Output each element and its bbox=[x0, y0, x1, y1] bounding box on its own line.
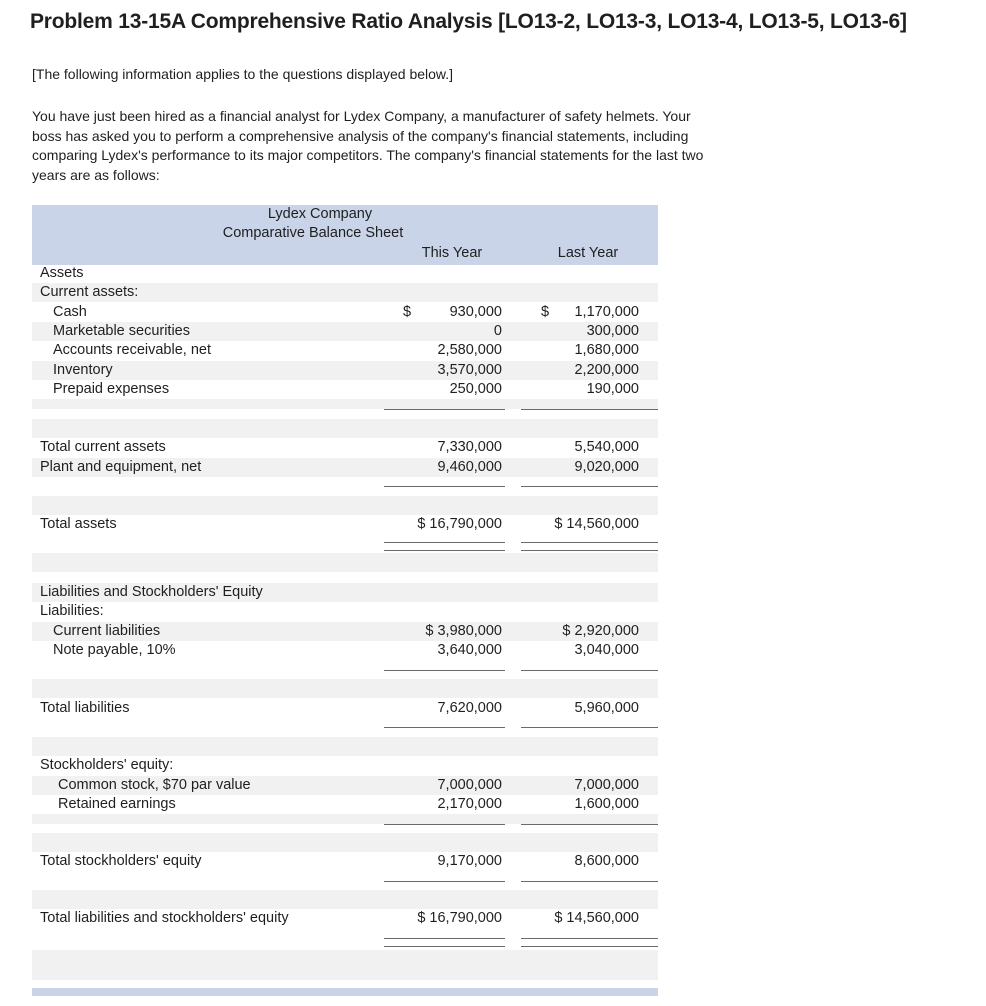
table-row bbox=[32, 795, 658, 814]
underline-rule bbox=[521, 670, 658, 671]
table-row bbox=[32, 776, 658, 795]
table-row bbox=[32, 303, 658, 322]
balance-sheet-table bbox=[32, 205, 658, 995]
value-this-year: 2,170,000 bbox=[437, 796, 502, 812]
spacer-row bbox=[32, 496, 658, 515]
table-row bbox=[32, 361, 658, 380]
row-label: Retained earnings bbox=[58, 796, 176, 812]
row-label: Inventory bbox=[53, 362, 113, 378]
double-rule bbox=[521, 550, 658, 551]
underline-rule bbox=[521, 881, 658, 882]
value-last-year: 2,200,000 bbox=[574, 362, 639, 378]
table-header bbox=[32, 205, 658, 265]
row-label: Total current assets bbox=[40, 439, 166, 455]
double-rule bbox=[521, 938, 658, 939]
value-last-year: 5,960,000 bbox=[574, 700, 639, 716]
underline-rule bbox=[384, 409, 505, 410]
row-label: Current liabilities bbox=[53, 623, 161, 639]
value-this-year: $ 16,790,000 bbox=[417, 516, 502, 532]
row-label: Total assets bbox=[40, 516, 117, 532]
section-heading-row bbox=[32, 283, 658, 302]
table-row bbox=[32, 699, 658, 718]
row-label: Prepaid expenses bbox=[53, 381, 170, 397]
value-this-year: 3,640,000 bbox=[437, 642, 502, 658]
double-rule bbox=[384, 938, 505, 939]
table-row bbox=[32, 380, 658, 399]
value-last-year: $ 2,920,000 bbox=[562, 623, 639, 639]
underline-rule bbox=[521, 409, 658, 410]
value-this-year: 7,330,000 bbox=[437, 439, 502, 455]
row-label: Note payable, 10% bbox=[53, 642, 176, 658]
underline-rule bbox=[521, 727, 658, 728]
double-rule bbox=[384, 946, 505, 947]
row-label: Cash bbox=[53, 304, 87, 320]
underline-rule bbox=[521, 824, 658, 825]
value-last-year: $ 14,560,000 bbox=[554, 910, 639, 926]
spacer-row bbox=[32, 950, 658, 980]
value-last-year: 190,000 bbox=[586, 381, 639, 397]
row-label: Common stock, $70 par value bbox=[58, 777, 251, 793]
section-heading-row bbox=[32, 602, 658, 621]
underline-rule bbox=[384, 881, 505, 882]
value-this-year: 7,620,000 bbox=[437, 700, 502, 716]
value-this-year: 250,000 bbox=[449, 381, 502, 397]
equity-heading: Stockholders' equity: bbox=[40, 757, 174, 773]
value-last-year: 1,170,000 bbox=[574, 304, 639, 320]
column-header-last-year: Last Year bbox=[557, 245, 619, 261]
value-this-year: 9,170,000 bbox=[437, 853, 502, 869]
statement-title: Comparative Balance Sheet bbox=[222, 225, 404, 241]
spacer-row bbox=[32, 737, 658, 756]
row-label: Total stockholders' equity bbox=[40, 853, 202, 869]
section-heading-row bbox=[32, 756, 658, 775]
value-last-year: 5,540,000 bbox=[574, 439, 639, 455]
value-last-year: 7,000,000 bbox=[574, 777, 639, 793]
intro-line: years are as follows: bbox=[32, 166, 160, 183]
spacer-row bbox=[32, 833, 658, 852]
spacer-row bbox=[32, 399, 658, 409]
row-label: Total liabilities and stockholders' equity bbox=[40, 910, 289, 926]
spacer-row bbox=[32, 553, 658, 572]
assets-heading: Assets bbox=[40, 265, 84, 281]
table-row bbox=[32, 622, 658, 641]
value-this-year: 0 bbox=[493, 323, 502, 339]
value-last-year: 8,600,000 bbox=[574, 853, 639, 869]
double-rule bbox=[384, 550, 505, 551]
table-row bbox=[32, 909, 658, 928]
value-this-year: 3,570,000 bbox=[437, 362, 502, 378]
value-last-year: $ 14,560,000 bbox=[554, 516, 639, 532]
table-footer-bar bbox=[32, 988, 658, 996]
value-this-year: 7,000,000 bbox=[437, 777, 502, 793]
section-heading-row bbox=[32, 583, 658, 602]
value-last-year: 1,600,000 bbox=[574, 796, 639, 812]
column-header-this-year: This Year bbox=[421, 245, 483, 261]
value-last-year: 300,000 bbox=[586, 323, 639, 339]
value-this-year: $ 16,790,000 bbox=[417, 910, 502, 926]
table-row bbox=[32, 458, 658, 477]
table-row bbox=[32, 641, 658, 660]
value-this-year: $ 3,980,000 bbox=[425, 623, 502, 639]
row-label: Plant and equipment, net bbox=[40, 459, 202, 475]
underline-rule bbox=[384, 486, 505, 487]
value-this-year: 9,460,000 bbox=[437, 459, 502, 475]
liabilities-heading: Liabilities: bbox=[40, 603, 104, 619]
row-label: Marketable securities bbox=[53, 323, 190, 339]
table-row bbox=[32, 852, 658, 871]
current-assets-heading: Current assets: bbox=[40, 284, 139, 300]
page-title: Problem 13-15A Comprehensive Ratio Analysis [LO13-2, LO13-3, LO13-4, LO13-5, LO13-6] bbox=[30, 10, 907, 33]
double-rule bbox=[521, 946, 658, 947]
intro-line: comparing Lydex's performance to its major competitors. The company's financial statements for the last two bbox=[32, 147, 704, 163]
intro-line: boss has asked you to perform a comprehensive analysis of the company's financial statements, including bbox=[32, 127, 689, 144]
value-this-year: 930,000 bbox=[449, 304, 502, 320]
underline-rule bbox=[384, 727, 505, 728]
value-last-year: 9,020,000 bbox=[574, 459, 639, 475]
currency-sign: $ bbox=[541, 304, 550, 320]
double-rule bbox=[384, 542, 505, 543]
value-last-year: 1,680,000 bbox=[574, 342, 639, 358]
row-label: Total liabilities bbox=[40, 700, 130, 716]
table-row bbox=[32, 341, 658, 360]
underline-rule bbox=[521, 486, 658, 487]
underline-rule bbox=[384, 824, 505, 825]
double-rule bbox=[521, 542, 658, 543]
applies-note: [The following information applies to the questions displayed below.] bbox=[32, 66, 454, 82]
liab-equity-heading: Liabilities and Stockholders' Equity bbox=[40, 584, 263, 600]
spacer-row bbox=[32, 814, 658, 824]
company-name: Lydex Company bbox=[267, 206, 373, 222]
value-this-year: 2,580,000 bbox=[437, 342, 502, 358]
underline-rule bbox=[384, 670, 505, 671]
spacer-row bbox=[32, 679, 658, 698]
table-row bbox=[32, 438, 658, 457]
currency-sign: $ bbox=[403, 304, 412, 320]
intro-line: You have just been hired as a financial analyst for Lydex Company, a manufacturer of safety helmets. Your bbox=[32, 108, 691, 124]
row-label: Accounts receivable, net bbox=[53, 342, 211, 358]
value-last-year: 3,040,000 bbox=[574, 642, 639, 658]
table-row bbox=[32, 322, 658, 341]
spacer-row bbox=[32, 419, 658, 438]
section-heading-row bbox=[32, 264, 658, 283]
table-row bbox=[32, 515, 658, 534]
spacer-row bbox=[32, 890, 658, 909]
intro-paragraph bbox=[32, 107, 862, 185]
